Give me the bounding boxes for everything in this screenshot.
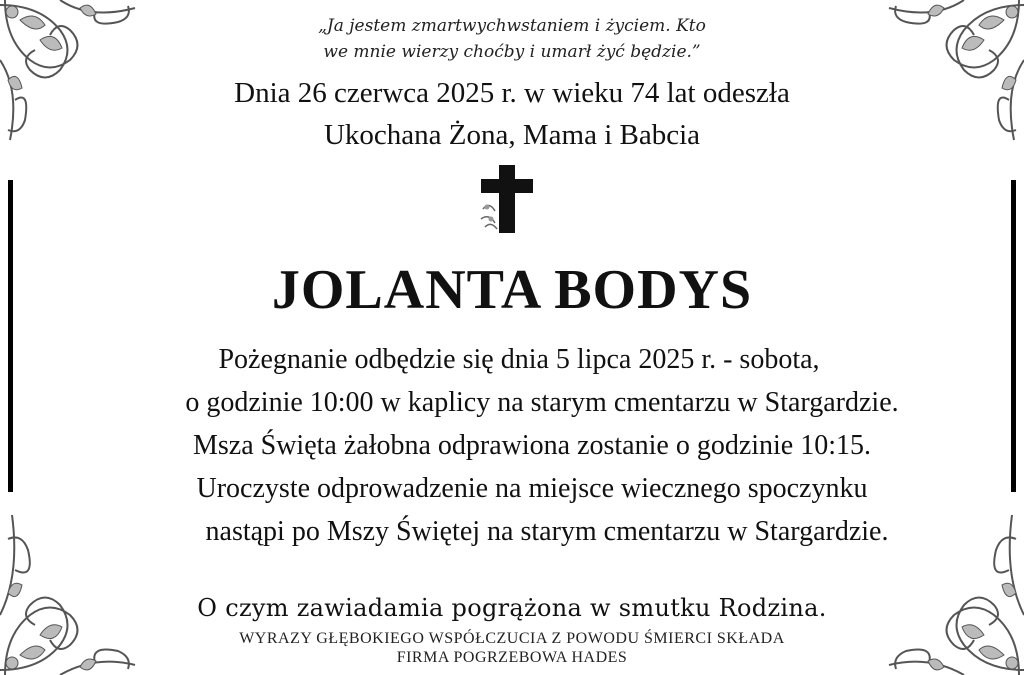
condolence-line: FIRMA POGRZEBOWA HADES [396, 649, 628, 666]
deceased-name: JOLANTA BODYS [271, 259, 753, 321]
details-line: Pożegnanie odbędzie się dnia 5 lipca 2025 r. - sobota, [218, 344, 820, 375]
details-line: nastąpi po Mszy Świętej na starym cmentarzu w Stargardzie. [205, 516, 889, 547]
condolence-note [0, 629, 1024, 667]
cross-icon [475, 163, 539, 235]
condolence-line: WYRAZY GŁĘBOKIEGO WSPÓŁCZUCIA Z POWODU ŚMIERCI SKŁADA [239, 630, 785, 647]
funeral-details [0, 338, 1024, 553]
details-line: Uroczyste odprowadzenie na miejsce wiecznego spoczynku [196, 473, 868, 504]
intro-line: Ukochana Żona, Mama i Babcia [323, 119, 701, 151]
bible-quote [0, 13, 1024, 65]
family-note: O czym zawiadamia pogrążona w smutku Rodzina. [197, 594, 827, 622]
death-announcement-intro [0, 72, 1024, 156]
intro-line: Dnia 26 czerwca 2025 r. w wieku 74 lat odeszła [234, 77, 790, 109]
details-line: Msza Święta żałobna odprawiona zostanie o godzinie 10:15. [192, 430, 872, 461]
quote-line: we mnie wierzy choćby i umarł żyć będzie.” [323, 42, 701, 62]
quote-line: „Ja jestem zmartwychwstaniem i życiem. Kto [318, 16, 706, 36]
details-line: o godzinie 10:00 w kaplicy na starym cmentarzu w Stargardzie. [185, 387, 899, 418]
